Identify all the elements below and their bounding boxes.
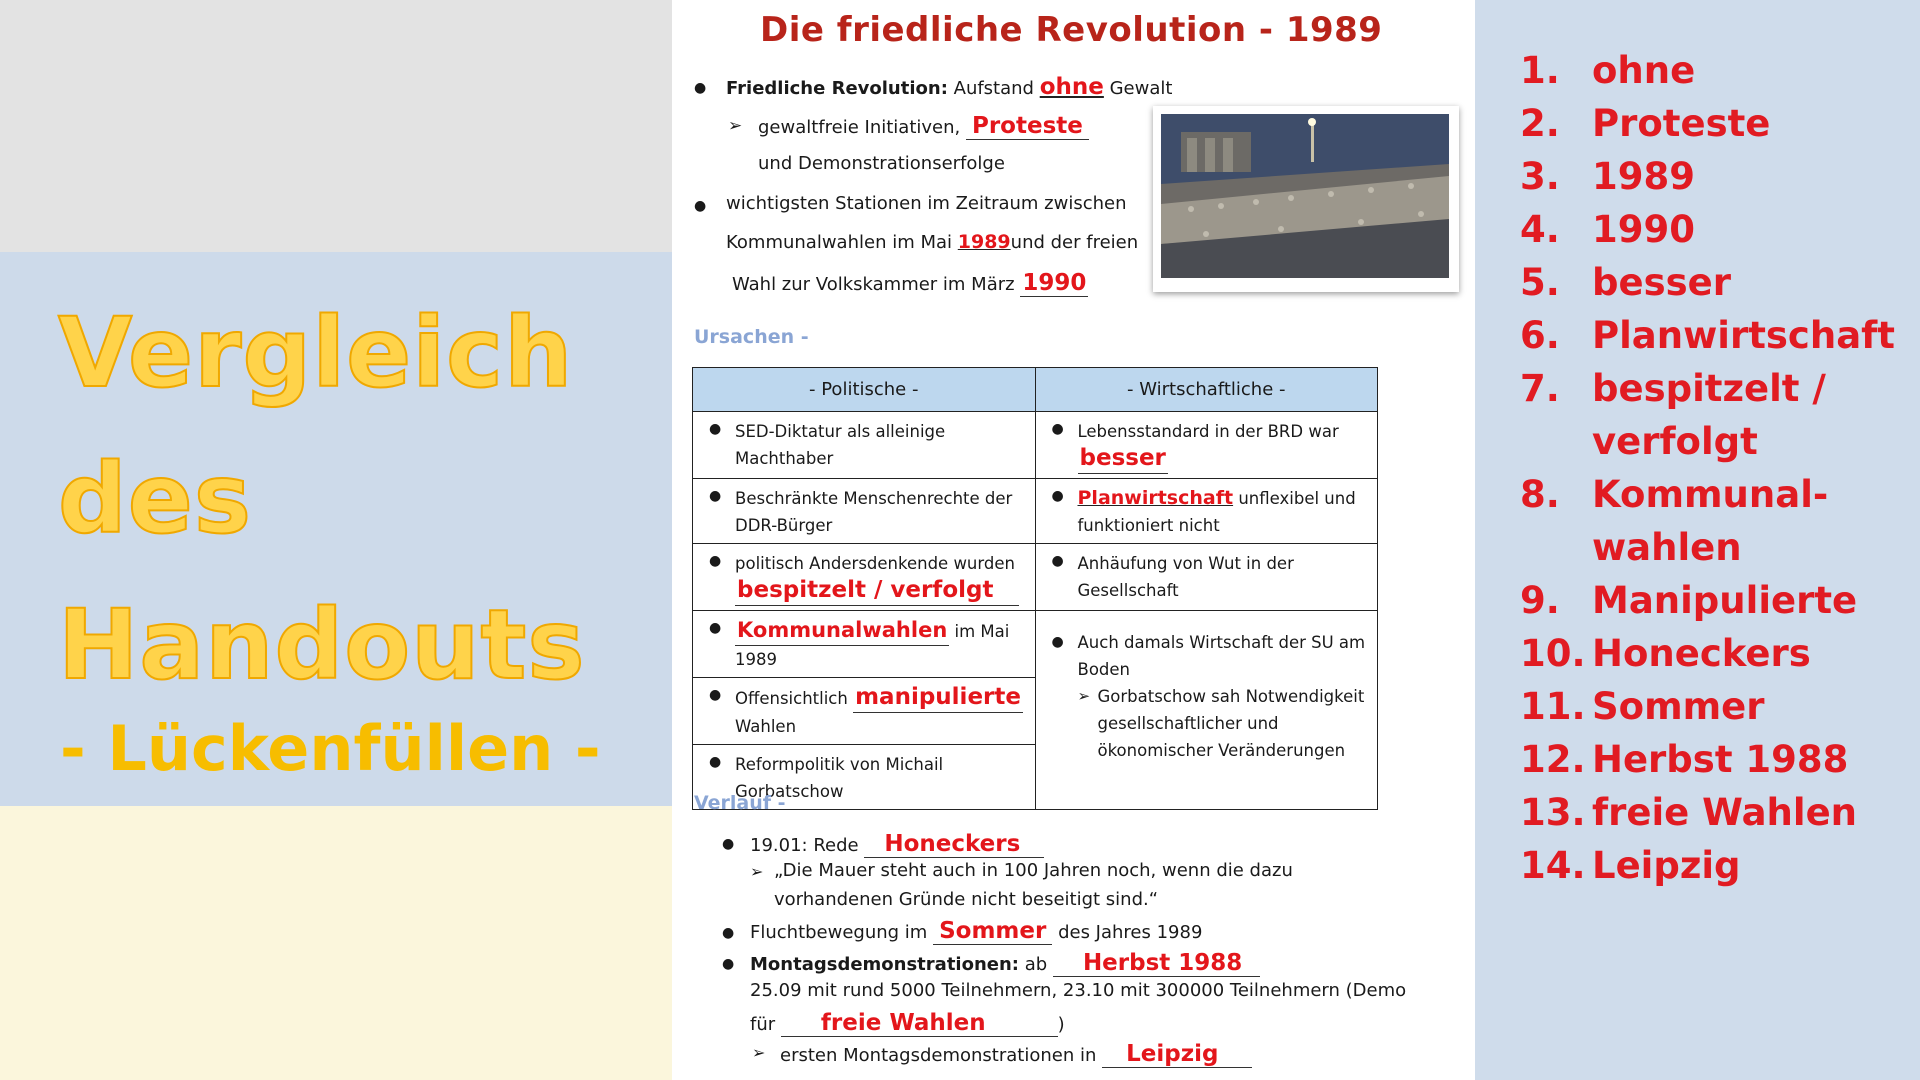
answer-fill-1: ohne bbox=[1039, 74, 1104, 100]
verlauf-line-7 bbox=[750, 1010, 1065, 1037]
table-header-politisch: - Politische - bbox=[693, 368, 1036, 412]
cell-text: Beschränkte Menschenrechte der DDR-Bürger bbox=[735, 489, 1013, 535]
answer-text: Sommer bbox=[1592, 685, 1765, 728]
answer-number: 3. bbox=[1520, 155, 1560, 198]
bullet-icon: ● bbox=[709, 687, 722, 703]
answer-text bbox=[1592, 362, 1892, 468]
answer-number: 10. bbox=[1520, 632, 1586, 675]
answer-item bbox=[1520, 786, 1892, 839]
arrow-icon: ➢ bbox=[728, 116, 743, 136]
intro-text: Wahl zur Volkskammer im März bbox=[732, 274, 1015, 295]
cell-text: politisch Andersdenkende wurden bbox=[735, 554, 1015, 573]
crowd-photo bbox=[1161, 114, 1449, 278]
cell-text: Gorbatschow sah Notwendigkeit gesellschaftlicher und ökonomischer Veränderungen bbox=[1097, 687, 1365, 760]
answer-fill-4: 1990 bbox=[1022, 270, 1087, 296]
answer-item bbox=[1520, 203, 1892, 256]
sub-item bbox=[1078, 683, 1370, 764]
answer-item bbox=[1520, 839, 1892, 892]
bullet-icon: ● bbox=[709, 754, 722, 770]
answer-text: ohne bbox=[1592, 49, 1696, 92]
answer-item bbox=[1520, 468, 1892, 574]
section-heading-verlauf: Verlauf - bbox=[694, 792, 786, 814]
answer-number: 2. bbox=[1520, 102, 1560, 145]
answer-text: Leipzig bbox=[1592, 844, 1741, 887]
bullet-icon: ● bbox=[709, 553, 722, 569]
answer-text: freie Wahlen bbox=[1592, 791, 1858, 834]
answer-number: 11. bbox=[1520, 685, 1586, 728]
verlauf-text: für bbox=[750, 1014, 776, 1035]
bullet-icon: ● bbox=[709, 620, 722, 636]
answer-text: Planwirtschaft bbox=[1592, 314, 1895, 357]
cell-text: Wahlen bbox=[735, 717, 797, 736]
handout-title: Die friedliche Revolution - 1989 bbox=[760, 10, 1383, 50]
bullet-icon: ● bbox=[722, 956, 735, 972]
slide-title bbox=[58, 280, 586, 718]
table-cell bbox=[1035, 479, 1378, 544]
background-bottom bbox=[0, 806, 672, 1080]
answer-text: 1990 bbox=[1592, 208, 1695, 251]
table-cell bbox=[693, 544, 1036, 611]
arrow-icon: ➢ bbox=[752, 1043, 766, 1062]
verlauf-line-1 bbox=[750, 831, 1044, 858]
answer-number: 1. bbox=[1520, 49, 1560, 92]
answer-item bbox=[1520, 362, 1892, 468]
bullet-icon: ● bbox=[722, 836, 735, 852]
answer-list bbox=[1520, 44, 1895, 892]
bullet-icon: ● bbox=[1051, 488, 1064, 504]
verlauf-line-4 bbox=[750, 918, 1202, 945]
intro-label: Friedliche Revolution: bbox=[726, 78, 948, 99]
verlauf-text: ) bbox=[1057, 1014, 1065, 1035]
intro-line-3: und Demonstrationserfolge bbox=[758, 153, 1005, 174]
answer-item bbox=[1520, 733, 1892, 786]
answer-number: 7. bbox=[1520, 367, 1560, 410]
table-cell bbox=[1035, 611, 1378, 810]
verlauf-text: Fluchtbewegung im bbox=[750, 922, 928, 943]
slide-title-line: Vergleich bbox=[58, 297, 574, 409]
answer-text bbox=[1592, 468, 1892, 574]
intro-line-4: wichtigsten Stationen im Zeitraum zwischen bbox=[726, 193, 1127, 214]
answer-item bbox=[1520, 680, 1892, 733]
table-cell-group bbox=[693, 611, 1036, 810]
answer-item bbox=[1520, 256, 1892, 309]
section-heading-ursachen: Ursachen - bbox=[694, 326, 809, 348]
verlauf-text: ersten Montagsdemonstrationen in bbox=[780, 1045, 1097, 1066]
answer-item bbox=[1520, 44, 1892, 97]
answer-fill-2: Proteste bbox=[971, 113, 1083, 139]
answer-fill-9: manipulierte bbox=[855, 684, 1021, 710]
answer-text-line: wahlen bbox=[1592, 526, 1742, 569]
answer-number: 9. bbox=[1520, 579, 1560, 622]
answer-text-line: bespitzelt / bbox=[1592, 367, 1826, 410]
intro-text: Gewalt bbox=[1109, 78, 1173, 99]
answer-text: Honeckers bbox=[1592, 632, 1811, 675]
answer-item bbox=[1520, 97, 1892, 150]
answer-text: 1989 bbox=[1592, 155, 1695, 198]
answer-text: Manipulierte bbox=[1592, 579, 1858, 622]
causes-table bbox=[692, 367, 1378, 810]
background-top bbox=[0, 0, 672, 252]
verlauf-line-2: „Die Mauer steht auch in 100 Jahren noch, wenn die dazu bbox=[774, 860, 1293, 881]
list-item bbox=[693, 611, 1035, 678]
answer-fill-10: Honeckers bbox=[884, 831, 1021, 857]
verlauf-text: 19.01: Rede bbox=[750, 835, 859, 856]
answer-fill-12: Herbst 1988 bbox=[1082, 950, 1243, 976]
bullet-icon: ● bbox=[709, 421, 722, 437]
bullet-icon: ● bbox=[694, 198, 707, 214]
cell-text: im Mai 1989 bbox=[735, 622, 1010, 669]
answer-item bbox=[1520, 150, 1892, 203]
verlauf-label: Montagsdemonstrationen: bbox=[750, 954, 1019, 975]
bullet-icon: ● bbox=[1051, 421, 1064, 437]
answer-number: 13. bbox=[1520, 791, 1586, 834]
slide-subtitle: - Lückenfüllen - bbox=[60, 712, 601, 785]
bullet-icon: ● bbox=[1051, 553, 1064, 569]
table-cell bbox=[1035, 412, 1378, 479]
answer-text-line: verfolgt bbox=[1592, 420, 1758, 463]
cell-text: Lebensstandard in der BRD war bbox=[1077, 422, 1339, 441]
arrow-icon: ➢ bbox=[750, 862, 764, 881]
arrow-icon: ➢ bbox=[1077, 687, 1091, 705]
intro-line-2 bbox=[758, 113, 1089, 140]
slide-title-line: Handouts bbox=[58, 589, 586, 701]
answer-item bbox=[1520, 309, 1895, 362]
cell-text: unflexibel und funktioniert nicht bbox=[1077, 489, 1356, 535]
crowd-image bbox=[1161, 114, 1449, 278]
cell-text: Offensichtlich bbox=[735, 689, 848, 708]
answer-number: 14. bbox=[1520, 844, 1586, 887]
intro-line-5 bbox=[726, 231, 1138, 253]
answer-item bbox=[1520, 574, 1892, 627]
answer-number: 6. bbox=[1520, 314, 1560, 357]
handout-page bbox=[672, 0, 1475, 1080]
bullet-icon: ● bbox=[709, 488, 722, 504]
verlauf-line-6: 25.09 mit rund 5000 Teilnehmern, 23.10 mit 300000 Teilnehmern (Demo bbox=[750, 980, 1407, 1001]
verlauf-text: ab bbox=[1024, 954, 1048, 975]
intro-text: gewaltfreie Initiativen, bbox=[758, 117, 961, 138]
verlauf-line-5 bbox=[750, 950, 1260, 977]
list-item bbox=[693, 678, 1035, 745]
answer-text: besser bbox=[1592, 261, 1731, 304]
verlauf-text: des Jahres 1989 bbox=[1058, 922, 1203, 943]
table-cell bbox=[693, 412, 1036, 479]
answer-fill-14: Leipzig bbox=[1126, 1041, 1219, 1067]
answer-text: Herbst 1988 bbox=[1592, 738, 1849, 781]
answer-fill-13: freie Wahlen bbox=[820, 1010, 986, 1036]
photo-frame bbox=[1153, 106, 1459, 292]
answer-fill-6: Planwirtschaft bbox=[1077, 487, 1234, 509]
verlauf-line-3: vorhandenen Gründe nicht beseitigt sind.“ bbox=[774, 889, 1159, 910]
intro-text: Aufstand bbox=[953, 78, 1034, 99]
intro-line-1 bbox=[726, 74, 1172, 100]
cell-text: SED-Diktatur als alleinige Machthaber bbox=[735, 422, 946, 468]
bullet-icon: ● bbox=[1051, 634, 1064, 650]
slide-title-line: des bbox=[58, 443, 252, 555]
table-cell bbox=[1035, 544, 1378, 611]
answer-text-line: Kommunal- bbox=[1592, 473, 1829, 516]
answer-number: 8. bbox=[1520, 473, 1560, 516]
bullet-icon: ● bbox=[694, 80, 707, 96]
answer-number: 12. bbox=[1520, 738, 1586, 781]
answer-number: 4. bbox=[1520, 208, 1560, 251]
answer-fill-8: Kommunalwahlen bbox=[737, 618, 948, 642]
intro-text: Kommunalwahlen im Mai bbox=[726, 232, 953, 253]
table-header-wirtschaftlich: - Wirtschaftliche - bbox=[1035, 368, 1378, 412]
answer-fill-5: besser bbox=[1079, 445, 1166, 471]
intro-line-6 bbox=[732, 270, 1088, 297]
answer-number: 5. bbox=[1520, 261, 1560, 304]
cell-text: Anhäufung von Wut in der Gesellschaft bbox=[1077, 554, 1294, 600]
cell-text: Auch damals Wirtschaft der SU am Boden bbox=[1077, 633, 1366, 679]
answer-text: Proteste bbox=[1592, 102, 1771, 145]
table-cell bbox=[693, 479, 1036, 544]
cell-text: Reformpolitik von Michail Gorbatschow bbox=[735, 755, 944, 801]
answer-fill-3: 1989 bbox=[957, 231, 1011, 253]
answer-item bbox=[1520, 627, 1892, 680]
verlauf-line-8 bbox=[780, 1041, 1252, 1068]
answer-fill-11: Sommer bbox=[939, 918, 1047, 944]
bullet-icon: ● bbox=[722, 925, 735, 941]
answer-fill-7: bespitzelt / verfolgt bbox=[737, 577, 994, 603]
intro-text: und der freien bbox=[1010, 232, 1139, 253]
